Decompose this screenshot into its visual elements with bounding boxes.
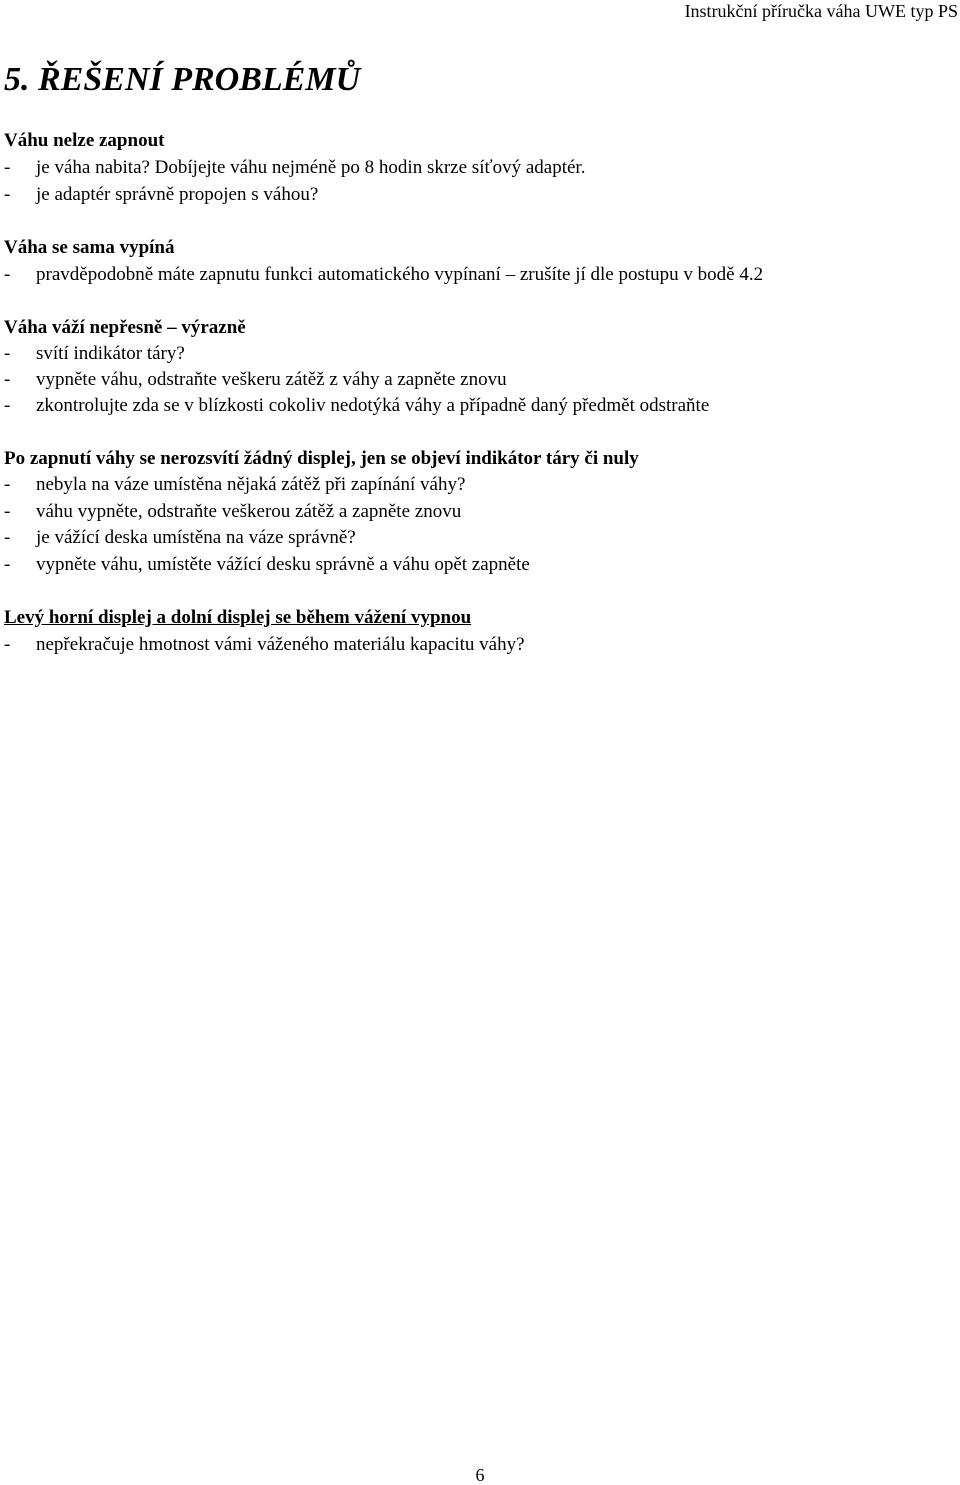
list-dash: - [4,369,11,390]
section-scale-cannot-turn-on [4,127,954,208]
section-heading: Po zapnutí váhy se nerozsvítí žádný displej, jen se objeví indikátor táry či nuly [4,448,639,469]
list-item-text: váhu vypněte, odstraňte veškerou zátěž a zapněte znovu [36,500,462,522]
list-item [4,472,954,499]
list-dash: - [4,395,11,416]
list-dash: - [4,474,11,495]
list-item [4,154,954,181]
section-displays-turn-off [4,604,954,658]
section-items [4,261,954,288]
list-item [4,499,954,526]
section-heading: Váha se sama vypíná [4,237,175,258]
section-items [4,472,954,578]
section-inaccurate-weighing [4,314,954,419]
troubleshooting-content [4,127,954,684]
list-item-text: vypněte váhu, odstraňte veškeru zátěž z váhy a zapněte znovu [36,369,507,390]
list-dash: - [4,264,11,285]
list-dash: - [4,527,11,548]
page-number: 6 [475,1465,485,1485]
list-item [4,525,954,552]
list-item [4,393,954,419]
list-item-text: zkontrolujte zda se v blízkosti cokoliv nedotýká váhy a případně daný předmět odstraňte [36,395,710,416]
list-item-text: je adaptér správně propojen s váhou? [36,184,319,205]
list-dash: - [4,343,11,364]
list-dash: - [4,157,11,178]
running-header: Instrukční příručka váha UWE typ PS [684,1,958,21]
chapter-title: 5. ŘEŠENÍ PROBLÉMŮ [4,61,361,98]
list-item-text: nebyla na váze umístěna nějaká zátěž při zapínání váhy? [36,474,466,495]
section-items [4,341,954,419]
section-no-display-after-power-on [4,445,954,578]
list-item [4,261,954,288]
list-item-text: svítí indikátor táry? [36,343,185,364]
list-dash: - [4,634,11,655]
section-heading: Váhu nelze zapnout [4,130,165,151]
list-dash: - [4,184,11,205]
list-item [4,552,954,579]
section-heading: Váha váží nepřesně – výrazně [4,317,246,338]
section-scale-turns-off [4,234,954,288]
list-item [4,341,954,367]
list-item-text: vypněte váhu, umístěte vážící desku správně a váhu opět zapněte [36,553,530,575]
section-items [4,154,954,208]
list-item-text: je váha nabita? Dobíjejte váhu nejméně po 8 hodin skrze síťový adaptér. [36,157,586,178]
list-item [4,181,954,208]
list-item [4,631,954,658]
list-dash: - [4,553,11,575]
list-item [4,367,954,393]
list-dash: - [4,500,11,522]
section-items [4,631,954,658]
section-heading: Levý horní displej a dolní displej se během vážení vypnou [4,607,472,628]
list-item-text: je vážící deska umístěna na váze správně? [36,527,356,548]
list-item-text: pravděpodobně máte zapnutu funkci automatického vypínaní – zrušíte jí dle postupu v bodě 4.2 [36,264,764,285]
list-item-text: nepřekračuje hmotnost vámi váženého materiálu kapacitu váhy? [36,634,525,655]
